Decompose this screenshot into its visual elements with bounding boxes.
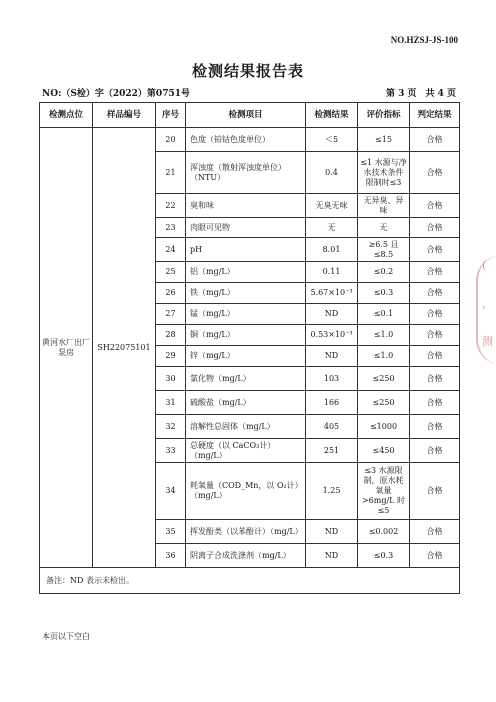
standard-value: ≤0.3 [358, 283, 410, 304]
header-item: 检测项目 [186, 103, 306, 128]
row-number: 28 [156, 325, 186, 346]
table-row [40, 128, 460, 152]
item-name: 挥发酚类（以苯酚计）（mg/L） [186, 520, 306, 544]
standard-value: ≤1.0 [358, 346, 410, 367]
item-name: 铜（mg/L） [186, 325, 306, 346]
result-value: 103 [306, 367, 358, 391]
standard-value: ≤0.3 [358, 544, 410, 568]
stamp-char: ， [482, 297, 493, 310]
remarks: 备注：ND 表示未检出。 [40, 568, 460, 594]
verdict-value: 合格 [410, 283, 460, 304]
verdict-value: 合格 [410, 391, 460, 415]
result-value: ND [306, 544, 358, 568]
row-number: 23 [156, 218, 186, 238]
header-result: 检测结果 [306, 103, 358, 128]
verdict-value: 合格 [410, 544, 460, 568]
row-number: 31 [156, 391, 186, 415]
standard-value: 无 [358, 218, 410, 238]
row-number: 36 [156, 544, 186, 568]
verdict-value: 合格 [410, 304, 460, 325]
item-name: 溶解性总固体（mg/L） [186, 415, 306, 439]
standard-value: ≤0.1 [358, 304, 410, 325]
stamp-char: ( [482, 259, 487, 272]
standard-value: ≤15 [358, 128, 410, 152]
result-value: 无臭无味 [306, 194, 358, 218]
standard-value: ≤0.002 [358, 520, 410, 544]
report-number: NO:（S检）字（2022）第0751号 [42, 89, 190, 99]
row-number: 30 [156, 367, 186, 391]
result-value: 0.4 [306, 152, 358, 194]
row-number: 29 [156, 346, 186, 367]
result-value: 1.25 [306, 463, 358, 520]
item-name: pH [186, 238, 306, 262]
row-number: 33 [156, 439, 186, 463]
verdict-value: 合格 [410, 415, 460, 439]
standard-value: ≤0.2 [358, 262, 410, 283]
row-number: 26 [156, 283, 186, 304]
row-number: 27 [156, 304, 186, 325]
item-name: 浑浊度（散射浑浊度单位）（NTU） [186, 152, 306, 194]
verdict-value: 合格 [410, 262, 460, 283]
item-name: 锌（mg/L） [186, 346, 306, 367]
standard-value: ≤1 水源与净水技术条件限制时≤3 [358, 152, 410, 194]
header-sample-id: 样品编号 [93, 103, 156, 128]
item-name: 阴离子合成洗涤剂（mg/L） [186, 544, 306, 568]
result-value: ND [306, 304, 358, 325]
table-body [40, 128, 460, 594]
item-name: 肉眼可见物 [186, 218, 306, 238]
item-name: 铝（mg/L） [186, 262, 306, 283]
verdict-value: 合格 [410, 463, 460, 520]
standard-value: ≤250 [358, 391, 410, 415]
row-number: 21 [156, 152, 186, 194]
header-no: 序号 [156, 103, 186, 128]
verdict-value: 合格 [410, 238, 460, 262]
row-number: 35 [156, 520, 186, 544]
verdict-value: 合格 [410, 325, 460, 346]
result-value: 5.67×10⁻³ [306, 283, 358, 304]
verdict-value: 合格 [410, 520, 460, 544]
item-name: 色度（铂钴色度单位） [186, 128, 306, 152]
report-meta [42, 86, 456, 98]
remarks-row [40, 568, 460, 594]
header-standard: 评价指标 [358, 103, 410, 128]
row-number: 25 [156, 262, 186, 283]
verdict-value: 合格 [410, 194, 460, 218]
item-name: 锰（mg/L） [186, 304, 306, 325]
result-value: ND [306, 346, 358, 367]
result-value: 无 [306, 218, 358, 238]
row-number: 22 [156, 194, 186, 218]
result-value: 0.53×10⁻³ [306, 325, 358, 346]
header-verdict: 判定结果 [410, 103, 460, 128]
red-seal-stamp [476, 255, 496, 365]
location-cell: 黄河水厂出厂泵房 [40, 128, 93, 568]
item-name: 总硬度（以 CaCO₃计）（mg/L） [186, 439, 306, 463]
item-name: 铁（mg/L） [186, 283, 306, 304]
standard-value: ≤1.0 [358, 325, 410, 346]
item-name: 氯化物（mg/L） [186, 367, 306, 391]
standard-value: ≥6.5 且≤8.5 [358, 238, 410, 262]
verdict-value: 合格 [410, 439, 460, 463]
item-name: 臭和味 [186, 194, 306, 218]
result-value: ＜5 [306, 128, 358, 152]
item-name: 耗氧量（COD_Mn，以 O₂计）（mg/L） [186, 463, 306, 520]
page-indicator: 第 3 页 共 4 页 [385, 89, 456, 99]
verdict-value: 合格 [410, 346, 460, 367]
result-value: 251 [306, 439, 358, 463]
verdict-value: 合格 [410, 218, 460, 238]
blank-below-note: 本页以下空白 [42, 632, 90, 641]
header-location: 检测点位 [40, 103, 93, 128]
verdict-value: 合格 [410, 128, 460, 152]
row-number: 34 [156, 463, 186, 520]
document-number: NO.HZSJ-JS-100 [390, 35, 458, 45]
standard-value: ≤450 [358, 439, 410, 463]
result-value: 405 [306, 415, 358, 439]
stamp-char: 测 [482, 335, 493, 348]
result-value: ND [306, 520, 358, 544]
results-table [39, 102, 460, 594]
result-value: 0.11 [306, 262, 358, 283]
verdict-value: 合格 [410, 367, 460, 391]
result-value: 166 [306, 391, 358, 415]
sample-id-cell: SH22075101 [93, 128, 156, 568]
row-number: 20 [156, 128, 186, 152]
row-number: 24 [156, 238, 186, 262]
row-number: 32 [156, 415, 186, 439]
standard-value: ≤3 水源限制，原水耗氧量>6mg/L 时≤5 [358, 463, 410, 520]
standard-value: ≤1000 [358, 415, 410, 439]
page-title: 检测结果报告表 [191, 62, 304, 80]
table-header-row [40, 103, 460, 128]
item-name: 硫酸盐（mg/L） [186, 391, 306, 415]
standard-value: 无异臭、异味 [358, 194, 410, 218]
verdict-value: 合格 [410, 152, 460, 194]
standard-value: ≤250 [358, 367, 410, 391]
result-value: 8.01 [306, 238, 358, 262]
